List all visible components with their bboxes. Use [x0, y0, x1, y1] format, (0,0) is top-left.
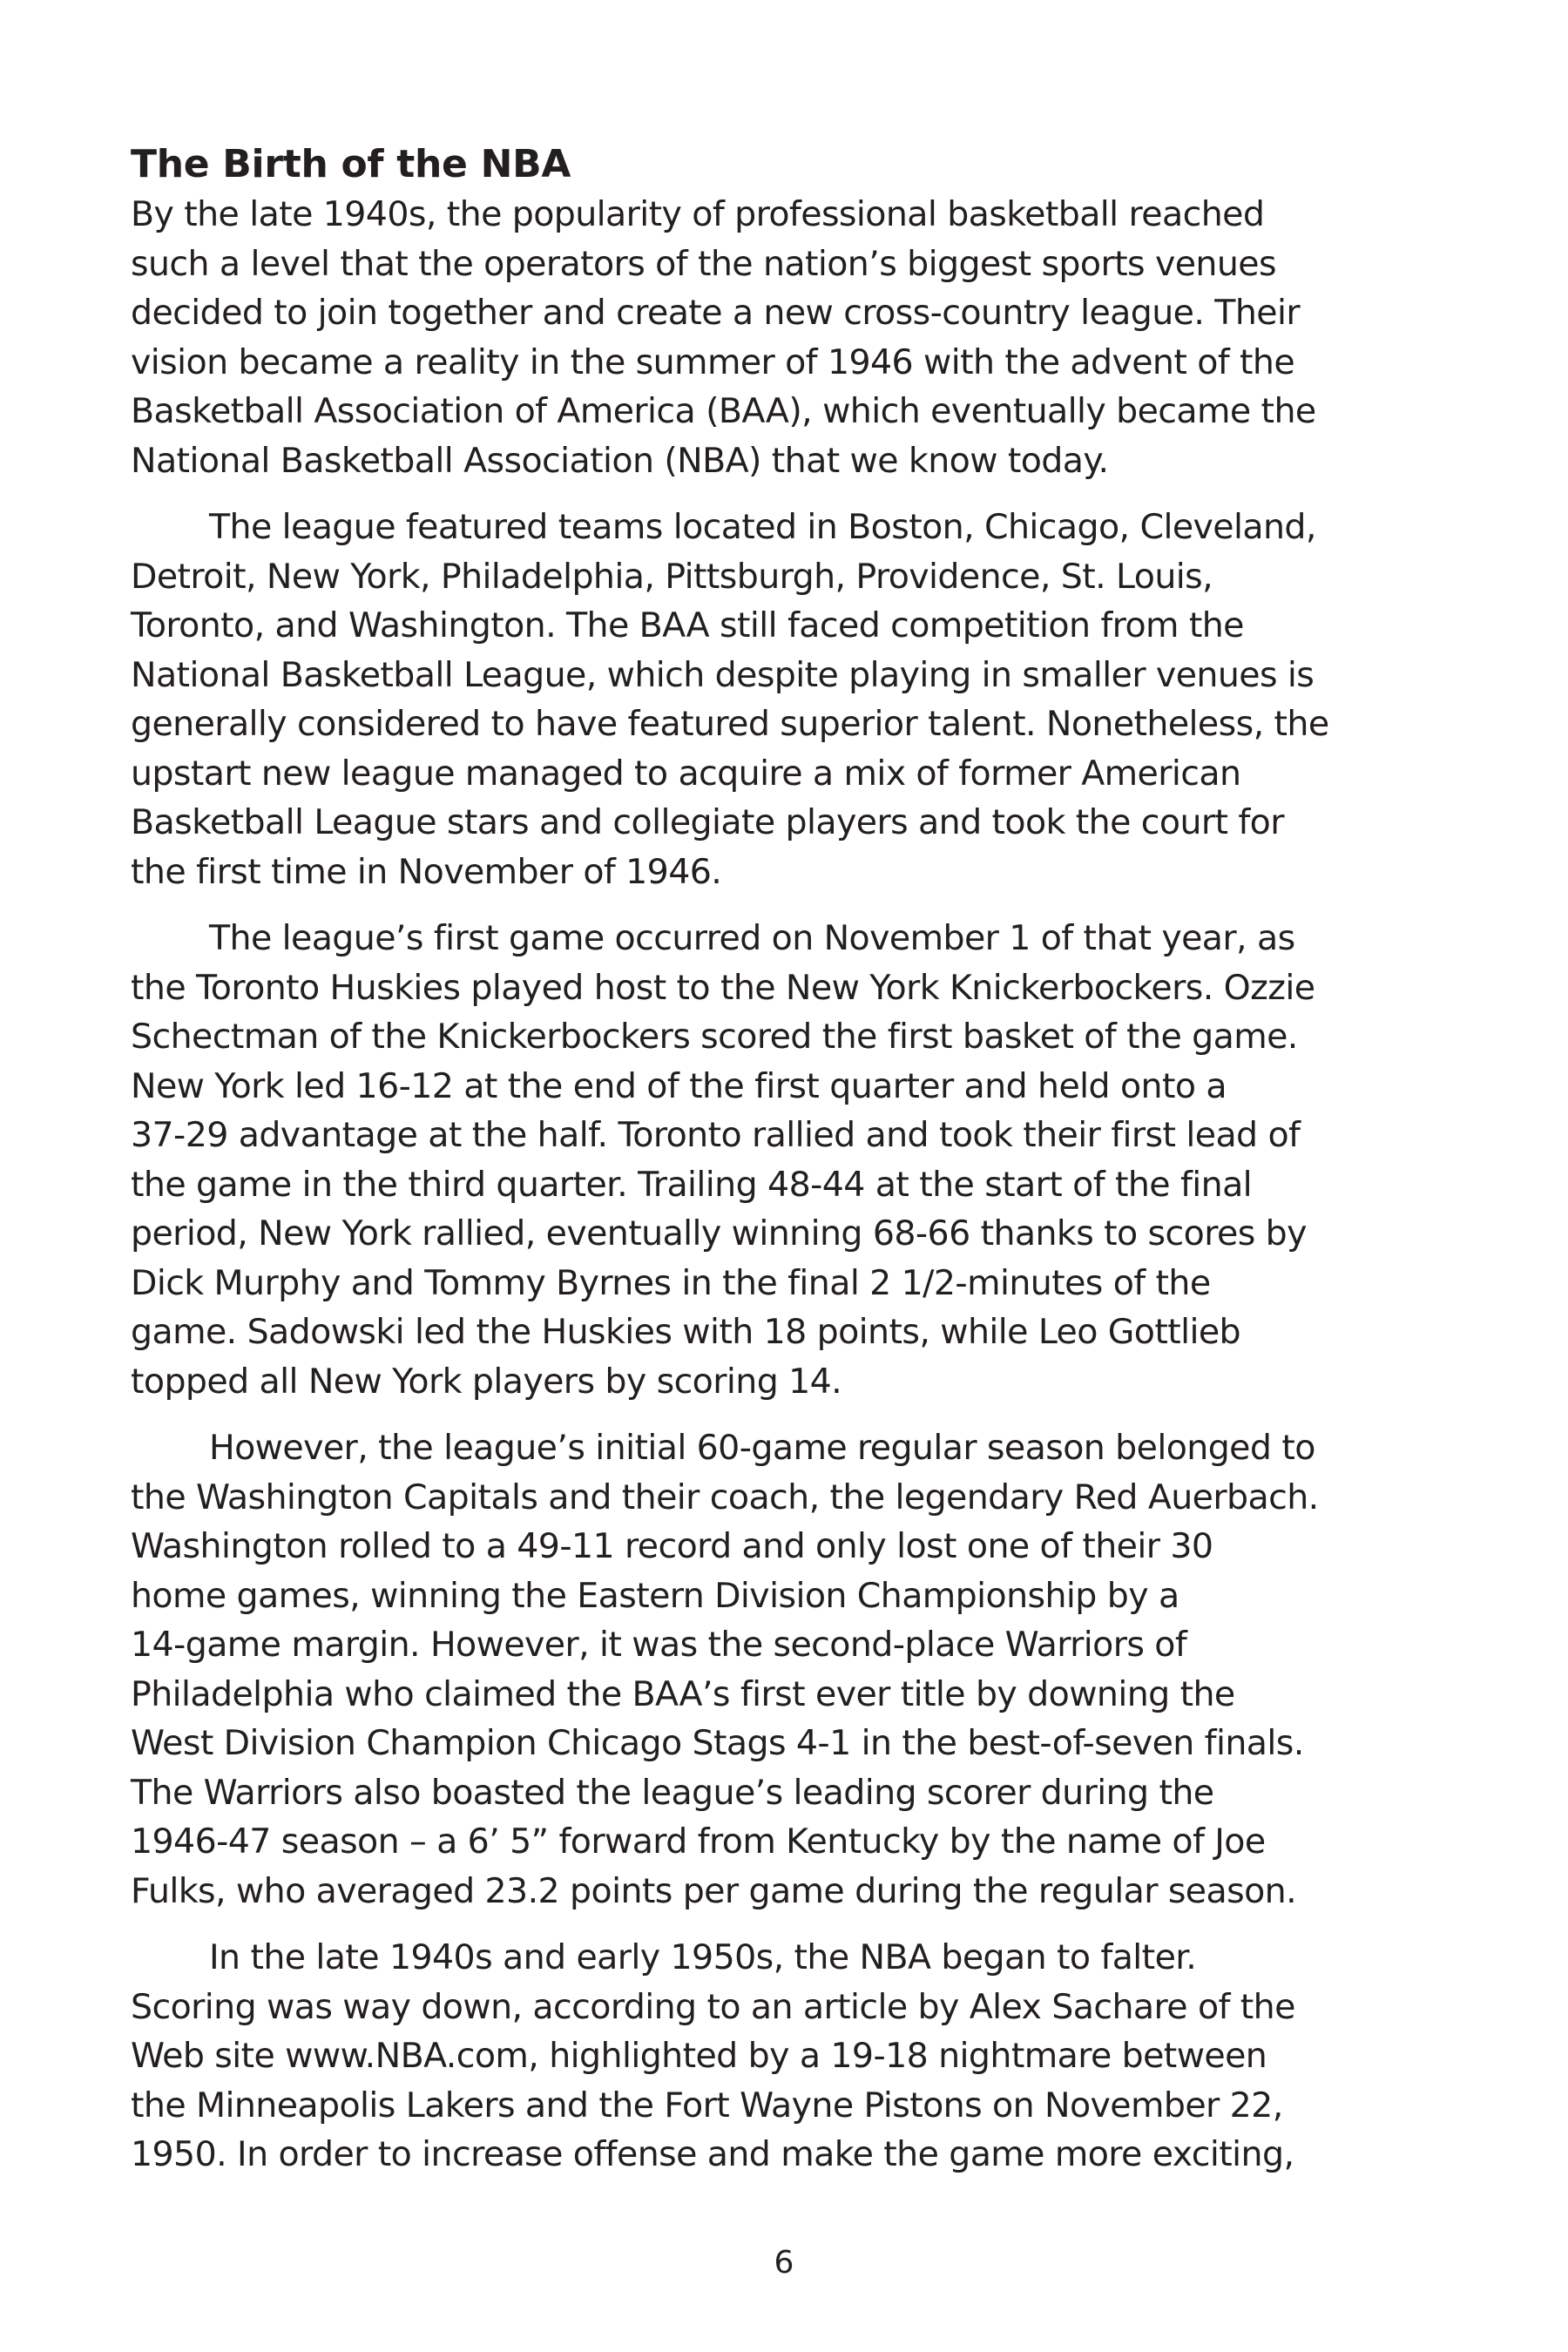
paragraph-4: [131, 1423, 1455, 1916]
text-line: 1950. In order to increase offense and make the game more exciting,: [131, 2134, 1294, 2174]
text-line: Washington rolled to a 49-11 record and only lost one of their 30: [131, 1526, 1213, 1566]
text-line: 14-game margin. However, it was the second-place Warriors of: [131, 1625, 1187, 1665]
section-heading: The Birth of the NBA: [131, 142, 571, 186]
text-line: West Division Champion Chicago Stags 4-1 in the best-of-seven finals.: [131, 1723, 1304, 1763]
text-line: Detroit, New York, Philadelphia, Pittsburgh, Providence, St. Louis,: [131, 556, 1213, 597]
text-line: the first time in November of 1946.: [131, 851, 722, 892]
text-line: In the late 1940s and early 1950s, the NBA began to falter.: [209, 1937, 1197, 1977]
text-line: National Basketball Association (NBA) that we know today.: [131, 440, 1109, 481]
text-line: The league’s first game occurred on November 1 of that year, as: [209, 918, 1295, 958]
text-line: the Washington Capitals and their coach, the legendary Red Auerbach.: [131, 1477, 1319, 1517]
text-line: Web site www.NBA.com, highlighted by a 19-18 nightmare between: [131, 2036, 1267, 2076]
text-line: Philadelphia who claimed the BAA’s first ever title by downing the: [131, 1673, 1235, 1714]
paragraph-2: [131, 503, 1455, 896]
text-line: Scoring was way down, according to an article by Alex Sachare of the: [131, 1986, 1295, 2027]
text-line: 1946-47 season – a 6’ 5” forward from Kentucky by the name of Joe: [131, 1821, 1266, 1862]
text-line: Basketball League stars and collegiate players and took the court for: [131, 802, 1284, 842]
text-line: Basketball Association of America (BAA), which eventually became the: [131, 391, 1316, 431]
text-line: Fulks, who averaged 23.2 points per game during the regular season.: [131, 1870, 1297, 1911]
text-line: generally considered to have featured superior talent. Nonetheless, the: [131, 704, 1329, 744]
text-line: New York led 16-12 at the end of the first quarter and held onto a: [131, 1065, 1227, 1106]
text-line: the game in the third quarter. Trailing 48-44 at the start of the final: [131, 1164, 1253, 1205]
text-line: period, New York rallied, eventually winning 68-66 thanks to scores by: [131, 1213, 1307, 1254]
text-line: 37-29 advantage at the half. Toronto rallied and took their first lead of: [131, 1115, 1301, 1155]
text-line: Toronto, and Washington. The BAA still faced competition from the: [131, 605, 1244, 645]
text-line: vision became a reality in the summer of 1946 with the advent of the: [131, 341, 1295, 382]
text-line: topped all New York players by scoring 14.: [131, 1361, 842, 1402]
text-line: decided to join together and create a new cross-country league. Their: [131, 293, 1300, 333]
paragraph-5: [131, 1933, 1455, 2180]
text-line: the Toronto Huskies played host to the New York Knickerbockers. Ozzie: [131, 967, 1315, 1008]
text-line: Schectman of the Knickerbockers scored the first basket of the game.: [131, 1017, 1298, 1057]
text-line: such a level that the operators of the nation’s biggest sports venues: [131, 243, 1276, 284]
text-line: However, the league’s initial 60-game regular season belonged to: [209, 1428, 1315, 1468]
text-line: home games, winning the Eastern Division Championship by a: [131, 1575, 1179, 1616]
text-line: The Warriors also boasted the league’s leading scorer during the: [131, 1772, 1214, 1813]
text-line: upstart new league managed to acquire a mix of former American: [131, 753, 1241, 794]
text-line: The league featured teams located in Boston, Chicago, Cleveland,: [209, 507, 1316, 547]
text-line: game. Sadowski led the Huskies with 18 points, while Leo Gottlieb: [131, 1312, 1241, 1352]
paragraph-3: [131, 914, 1455, 1406]
paragraph-1: [131, 190, 1455, 485]
text-line: National Basketball League, which despite playing in smaller venues is: [131, 654, 1315, 695]
text-line: the Minneapolis Lakers and the Fort Wayne Pistons on November 22,: [131, 2085, 1283, 2126]
text-line: By the late 1940s, the popularity of professional basketball reached: [131, 194, 1265, 234]
page-number: 6: [774, 2245, 794, 2281]
page-body: [131, 139, 1455, 2180]
text-line: Dick Murphy and Tommy Byrnes in the final 2 1/2-minutes of the: [131, 1262, 1211, 1303]
